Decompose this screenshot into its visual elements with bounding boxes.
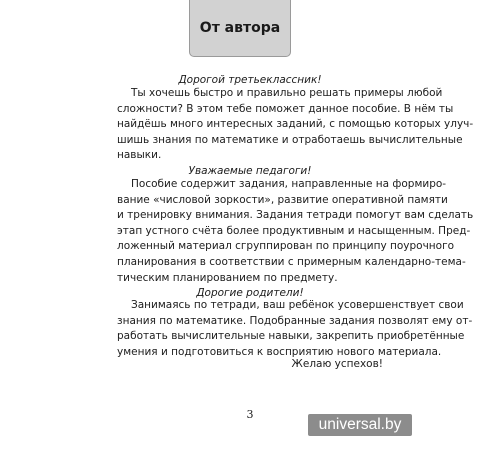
text-line: вание «числовой зоркости», развитие оперативной памяти [117,193,448,206]
text-line: Ты хочешь быстро и правильно решать примеры любой [131,87,443,99]
text-line: Пособие содержит задания, направленные на формиро- [131,178,447,190]
watermark-logo [308,414,412,436]
text-line: работать вычислительные навыки, закрепить приобретённые [117,330,465,343]
paragraph-teachers [117,177,474,286]
page-number: 3 [246,408,254,421]
salutation-student: Дорогой третьеклассник! [178,74,322,86]
text-line: знания по математике. Подобранные задания позволят ему от- [117,314,473,327]
text-line: найдёшь много интересных заданий, с помощью которых улуч- [117,118,474,131]
text-line: тическим планированием по предмету. [117,271,338,284]
salutation-teachers: Уважаемые педагоги! [188,165,312,177]
watermark-text: universal.by [318,416,402,433]
text-line: умения и подготовиться к восприятию нового материала. [117,345,442,358]
text-line: шишь знания по математике и отработаешь вычислительные [117,133,463,146]
text-line: навыки. [117,149,162,162]
text-line: ложенный материал сгруппирован по принципу поурочного [117,240,455,253]
header-tab [189,0,291,57]
page-title: От автора [199,20,281,36]
text-line: и тренировку внимания. Задания тетради помогут вам сделать [117,209,474,222]
text-line: Занимаясь по тетради, ваш ребёнок усовершенствует свои [131,299,464,311]
salutation-parents: Дорогие родители! [196,287,304,299]
paragraph-student [117,86,474,164]
text-line: этап устного счёта более продуктивным и насыщенным. Пред- [117,224,471,237]
text-line: планирования в соответствии с примерным календарно-тема- [117,255,466,268]
paragraph-parents [117,298,473,360]
signoff: Желаю успехов! [291,358,383,370]
text-line: сложности? В этом тебе поможет данное пособие. В нём ты [117,102,454,115]
